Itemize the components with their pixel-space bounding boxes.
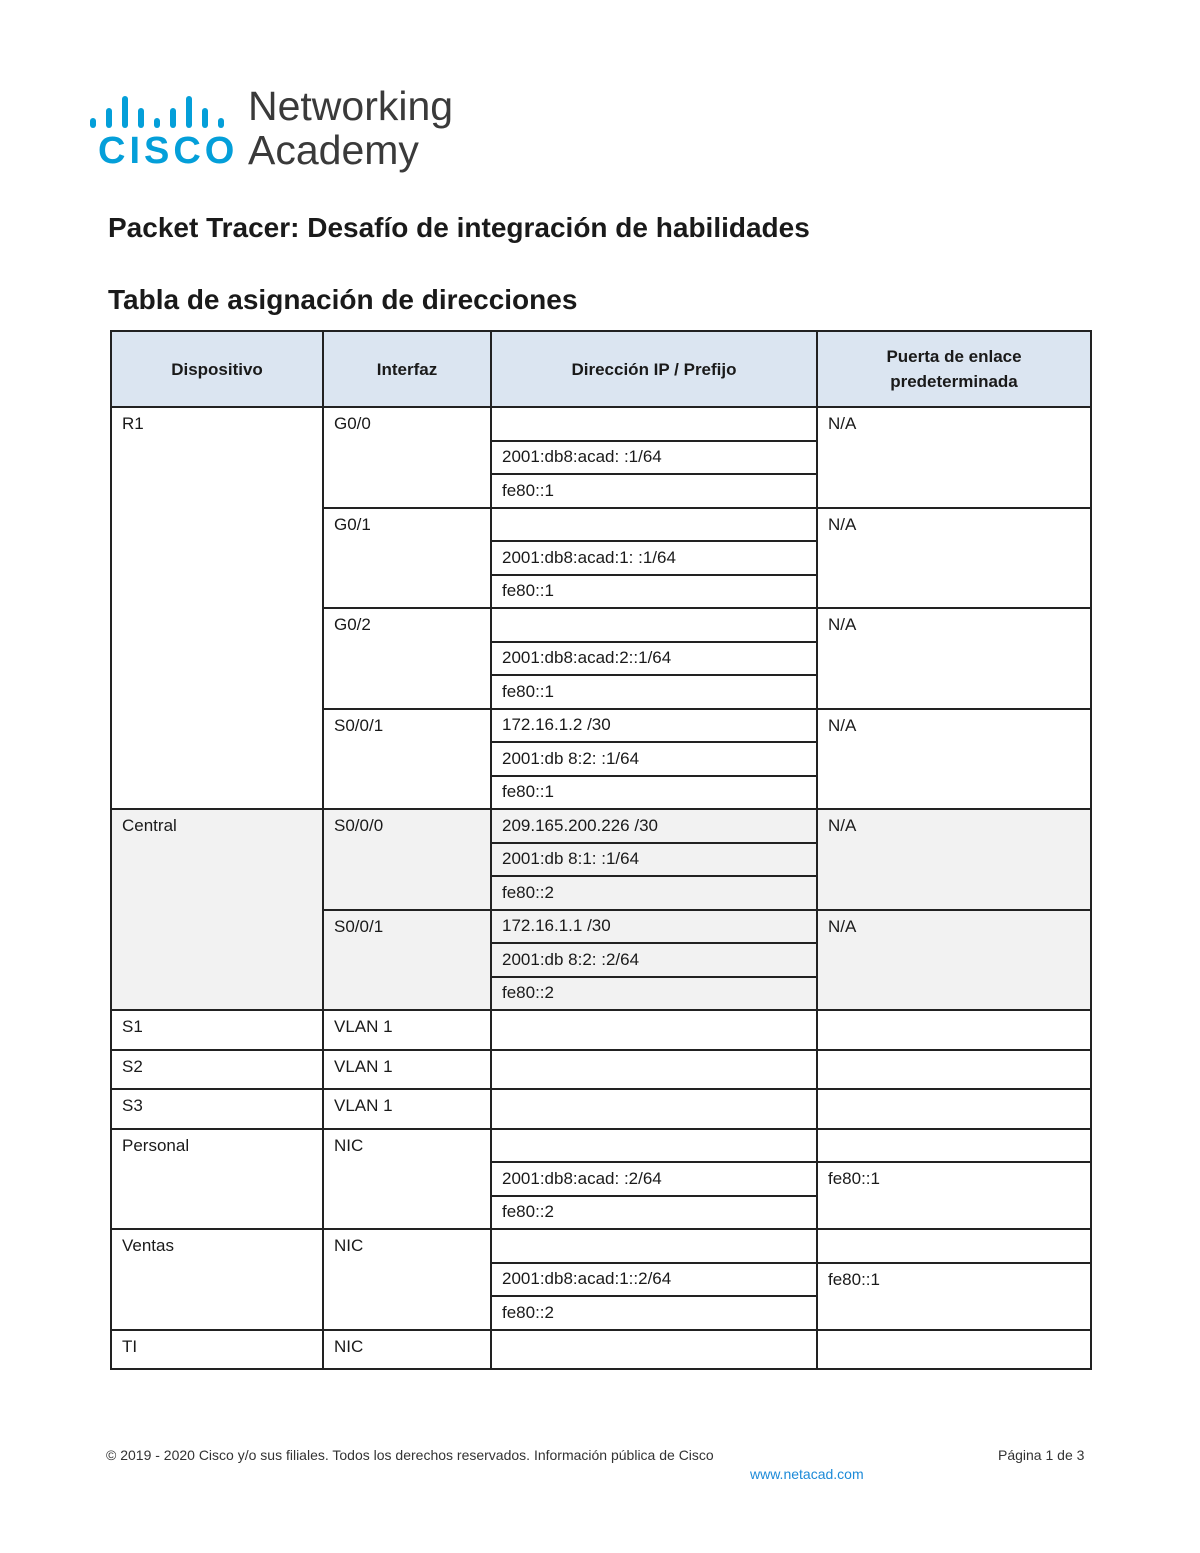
ip-prefix-cell xyxy=(491,1229,817,1263)
ip-prefix-cell: fe80::2 xyxy=(491,876,817,910)
ip-prefix-cell: 2001:db 8:2: :1/64 xyxy=(491,742,817,776)
ip-prefix-cell xyxy=(491,1010,817,1050)
interface-cell: NIC xyxy=(323,1129,491,1230)
cisco-bars-icon xyxy=(86,94,236,130)
ip-prefix-cell: fe80::1 xyxy=(491,575,817,609)
ip-prefix-cell: fe80::1 xyxy=(491,675,817,709)
ip-prefix-cell xyxy=(491,608,817,642)
ip-prefix-cell: 2001:db8:acad:1: :1/64 xyxy=(491,541,817,575)
gateway-cell xyxy=(817,1089,1091,1129)
ip-prefix-cell xyxy=(491,1089,817,1129)
logo-line-1: Networking xyxy=(248,83,454,129)
gateway-cell xyxy=(817,1330,1091,1370)
interface-cell: S0/0/0 xyxy=(323,809,491,910)
ip-prefix-cell: 2001:db 8:2: :2/64 xyxy=(491,943,817,977)
interface-cell: G0/1 xyxy=(323,508,491,609)
gateway-cell xyxy=(817,1050,1091,1090)
gateway-cell: fe80::1 xyxy=(817,1162,1091,1229)
interface-cell: NIC xyxy=(323,1330,491,1370)
device-cell: R1 xyxy=(111,407,323,809)
ip-prefix-cell xyxy=(491,1050,817,1090)
logo-bar xyxy=(138,108,144,128)
ip-prefix-cell xyxy=(491,1129,817,1163)
table-row xyxy=(111,1330,1091,1370)
device-cell: S2 xyxy=(111,1050,323,1090)
document-title: Packet Tracer: Desafío de integración de habilidades xyxy=(108,212,810,243)
interface-cell: VLAN 1 xyxy=(323,1050,491,1090)
footer-link[interactable]: www.netacad.com xyxy=(750,1466,864,1482)
table-row xyxy=(111,1010,1091,1050)
ip-prefix-cell: fe80::1 xyxy=(491,474,817,508)
interface-cell: S0/0/1 xyxy=(323,910,491,1011)
table-row xyxy=(111,809,1091,843)
table-row xyxy=(111,407,1091,441)
interface-cell: G0/0 xyxy=(323,407,491,508)
logo-bar xyxy=(170,108,176,128)
addressing-table xyxy=(110,330,1092,1370)
logo-bar xyxy=(106,108,112,128)
ip-prefix-cell: 2001:db8:acad:2::1/64 xyxy=(491,642,817,676)
device-cell: S3 xyxy=(111,1089,323,1129)
logo-brand-word: CISCO xyxy=(98,130,239,172)
logo-bar xyxy=(218,118,224,128)
table-row xyxy=(111,1089,1091,1129)
table-body xyxy=(111,407,1091,1369)
header-device: Dispositivo xyxy=(111,331,323,407)
ip-prefix-cell: fe80::2 xyxy=(491,977,817,1011)
gateway-cell: N/A xyxy=(817,508,1091,609)
ip-prefix-cell: fe80::2 xyxy=(491,1196,817,1230)
table-row xyxy=(111,1229,1091,1263)
device-cell: S1 xyxy=(111,1010,323,1050)
logo-bar xyxy=(122,96,128,128)
gateway-cell xyxy=(817,1010,1091,1050)
device-cell: Ventas xyxy=(111,1229,323,1330)
ip-prefix-cell: 2001:db8:acad: :1/64 xyxy=(491,441,817,475)
table-row xyxy=(111,1050,1091,1090)
footer-page-number: Página 1 de 3 xyxy=(998,1447,1085,1463)
table-header-row xyxy=(111,331,1091,407)
ip-prefix-cell xyxy=(491,407,817,441)
gateway-cell xyxy=(817,1229,1091,1263)
logo-wordmark xyxy=(248,84,453,172)
footer-copyright: © 2019 - 2020 Cisco y/o sus filiales. Todos los derechos reservados. Información pública de Cisco xyxy=(106,1447,714,1463)
logo-bar xyxy=(202,108,208,128)
ip-prefix-cell xyxy=(491,1330,817,1370)
ip-prefix-cell: 172.16.1.1 /30 xyxy=(491,910,817,944)
ip-prefix-cell: 172.16.1.2 /30 xyxy=(491,709,817,743)
gateway-cell: N/A xyxy=(817,709,1091,810)
logo-line-2: Academy xyxy=(248,127,419,173)
interface-cell: NIC xyxy=(323,1229,491,1330)
gateway-cell xyxy=(817,1129,1091,1163)
header-default-gateway: Puerta de enlace predeterminada xyxy=(817,331,1091,407)
interface-cell: VLAN 1 xyxy=(323,1010,491,1050)
ip-prefix-cell: 2001:db8:acad:1::2/64 xyxy=(491,1263,817,1297)
cisco-networking-academy-logo xyxy=(86,83,466,178)
table-row xyxy=(111,1129,1091,1163)
gateway-cell: N/A xyxy=(817,910,1091,1011)
device-cell: Central xyxy=(111,809,323,1010)
interface-cell: G0/2 xyxy=(323,608,491,709)
device-cell: Personal xyxy=(111,1129,323,1230)
gateway-cell: N/A xyxy=(817,608,1091,709)
logo-bar xyxy=(90,118,96,128)
ip-prefix-cell: 2001:db 8:1: :1/64 xyxy=(491,843,817,877)
logo-bar xyxy=(186,96,192,128)
gateway-cell: fe80::1 xyxy=(817,1263,1091,1330)
ip-prefix-cell: fe80::1 xyxy=(491,776,817,810)
gateway-cell: N/A xyxy=(817,407,1091,508)
ip-prefix-cell: 209.165.200.226 /30 xyxy=(491,809,817,843)
gateway-cell: N/A xyxy=(817,809,1091,910)
header-interface: Interfaz xyxy=(323,331,491,407)
ip-prefix-cell: 2001:db8:acad: :2/64 xyxy=(491,1162,817,1196)
interface-cell: S0/0/1 xyxy=(323,709,491,810)
device-cell: TI xyxy=(111,1330,323,1370)
ip-prefix-cell xyxy=(491,508,817,542)
logo-bar xyxy=(154,118,160,128)
ip-prefix-cell: fe80::2 xyxy=(491,1296,817,1330)
interface-cell: VLAN 1 xyxy=(323,1089,491,1129)
section-title: Tabla de asignación de direcciones xyxy=(108,284,578,315)
header-ip-prefix: Dirección IP / Prefijo xyxy=(491,331,817,407)
